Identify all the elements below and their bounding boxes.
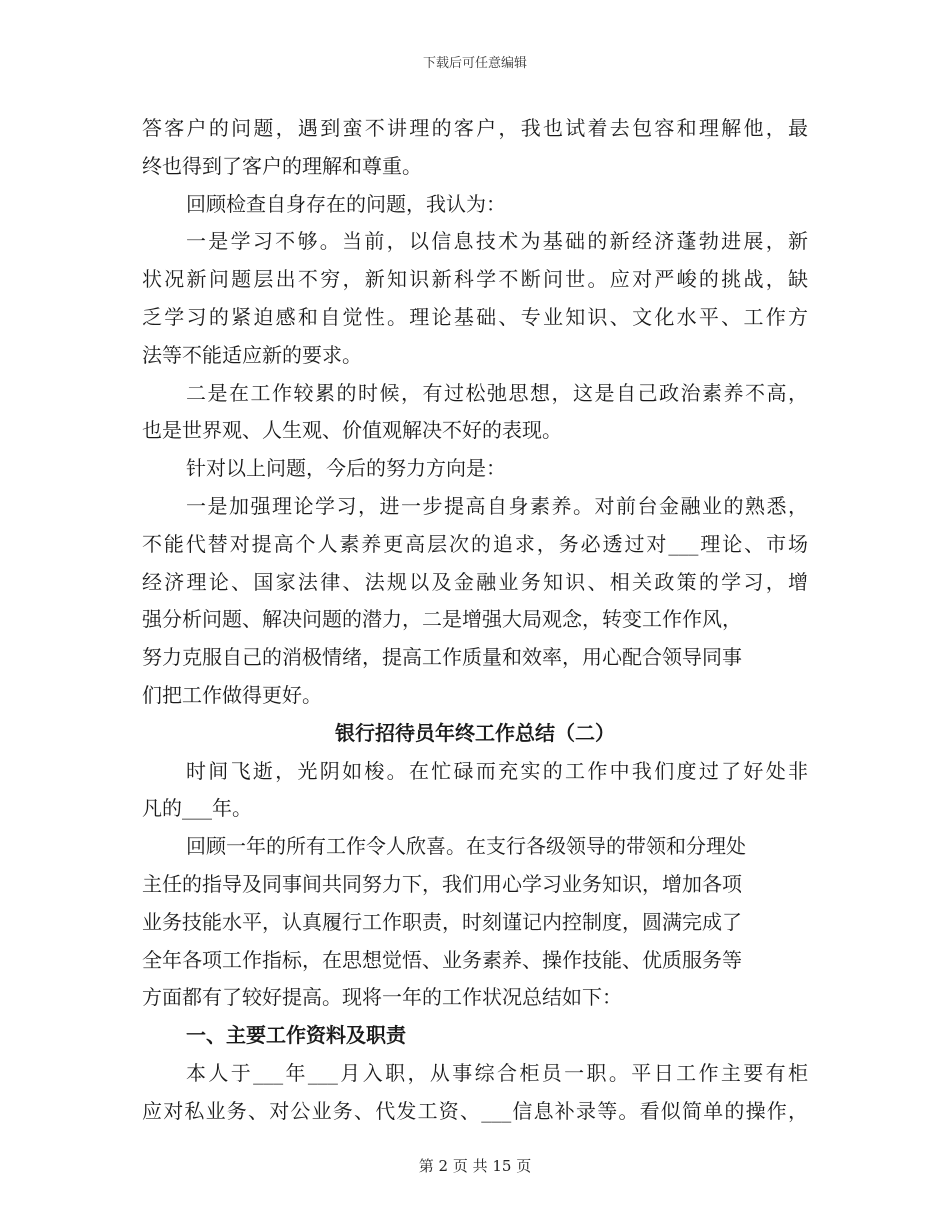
text-line: 针对以上问题，今后的努力方向是： bbox=[186, 456, 506, 481]
text-line: 时间飞逝，光阴如梭。在忙碌而充实的工作中我们度过了好处非 bbox=[186, 758, 808, 783]
text-line: 答客户的问题，遇到蛮不讲理的客户，我也试着去包容和理解他，最 bbox=[142, 116, 808, 140]
section-title: 银行招待员年终工作总结（二） bbox=[335, 720, 615, 745]
text-line: 应对私业务、对公业务、代发工资、___信息补录等。看似简单的操作， bbox=[142, 1098, 808, 1123]
text-line: 强分析问题、解决问题的潜力，二是增强大局观念，转变工作作风， bbox=[142, 607, 742, 632]
text-line: 们把工作做得更好。 bbox=[142, 682, 322, 707]
text-line: 回顾一年的所有工作令人欣喜。在支行各级领导的带领和分理处 bbox=[186, 834, 746, 859]
text-line: 经济理论、国家法律、法规以及金融业务知识、相关政策的学习，增 bbox=[142, 569, 808, 594]
text-line: 主任的指导及同事间共同努力下，我们用心学习业务知识，增加各项 bbox=[142, 871, 742, 896]
text-line: 努力克服自己的消极情绪，提高工作质量和效率，用心配合领导同事 bbox=[142, 645, 742, 670]
text-line: 凡的___年。 bbox=[142, 796, 252, 821]
text-line: 方面都有了较好提高。现将一年的工作状况总结如下： bbox=[142, 985, 622, 1010]
text-line: 业务技能水平，认真履行工作职责，时刻谨记内控制度，圆满完成了 bbox=[142, 909, 742, 934]
text-line: 终也得到了客户的理解和尊重。 bbox=[142, 153, 422, 178]
text-line: 状况新问题层出不穷，新知识新科学不断问世。应对严峻的挑战，缺 bbox=[142, 267, 808, 292]
text-line: 全年各项工作指标，在思想觉悟、业务素养、操作技能、优质服务等 bbox=[142, 947, 742, 972]
text-line: 回顾检查自身存在的问题，我认为： bbox=[186, 191, 506, 216]
text-line: 不能代替对提高个人素养更高层次的追求，务必透过对___理论、市场 bbox=[142, 531, 808, 556]
page-footer: 第 2 页 共 15 页 bbox=[418, 1157, 532, 1175]
section-heading: 一、主要工作资料及职责 bbox=[186, 1023, 406, 1048]
page-header: 下载后可任意编辑 bbox=[422, 56, 527, 71]
document-body bbox=[142, 110, 808, 1131]
text-line: 一是加强理论学习，进一步提高自身素养。对前台金融业的熟悉， bbox=[186, 493, 808, 518]
text-line: 一是学习不够。当前，以信息技术为基础的新经济蓬勃进展，新 bbox=[186, 229, 808, 254]
text-line: 本人于___年___月入职，从事综合柜员一职。平日工作主要有柜 bbox=[186, 1060, 808, 1085]
text-line: 乏学习的紧迫感和自觉性。理论基础、专业知识、文化水平、工作方 bbox=[142, 304, 808, 329]
text-line: 二是在工作较累的时候，有过松弛思想，这是自己政治素养不高， bbox=[186, 380, 808, 405]
text-line: 法等不能适应新的要求。 bbox=[142, 342, 362, 367]
text-line: 也是世界观、人生观、价值观解决不好的表现。 bbox=[142, 418, 562, 443]
